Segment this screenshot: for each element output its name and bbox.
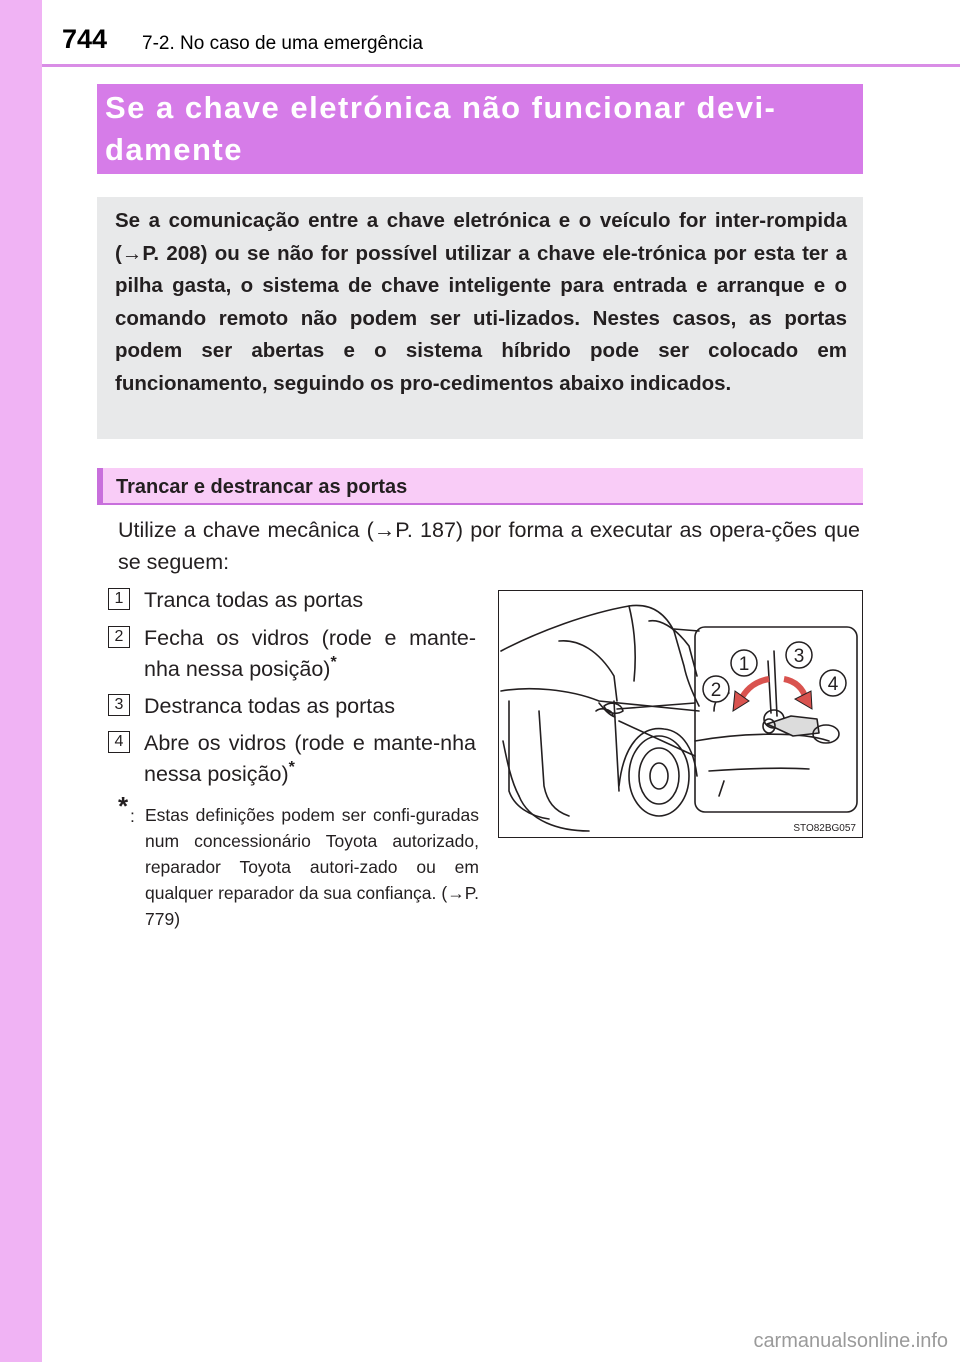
callout-label: 3 xyxy=(793,646,805,667)
step-item xyxy=(144,691,476,722)
callout-label: 2 xyxy=(710,680,722,701)
step-item xyxy=(144,623,476,685)
step-number-icon: 4 xyxy=(108,731,130,753)
header-divider xyxy=(42,64,960,67)
callout-label: 4 xyxy=(827,674,839,695)
footnote-asterisk: * xyxy=(118,791,129,821)
asterisk-mark: * xyxy=(330,654,337,671)
step-item xyxy=(144,585,476,616)
step-text: Tranca todas as portas xyxy=(144,588,364,612)
step-text: Destranca todas as portas xyxy=(144,694,395,718)
step-text: Fecha os vidros (rode e mante-nha nessa posição) xyxy=(144,626,476,681)
lead-paragraph: Utilize a chave mecânica (→P. 187) por forma a executar as opera-ções que se seguem: xyxy=(118,518,860,574)
step-text: Abre os vidros (rode e mante-nha nessa posição) xyxy=(144,731,476,786)
footnote-colon: : xyxy=(130,806,135,826)
page-title: Se a chave eletrónica não funcionar devi-damente xyxy=(105,90,777,167)
step-number-icon: 2 xyxy=(108,626,130,648)
subsection-accent xyxy=(97,468,103,504)
figure-code: STO82BG057 xyxy=(793,823,856,834)
subsection-title: Trancar e destrancar as portas xyxy=(116,476,408,498)
footnote-text: Estas definições podem ser confi-guradas num concessionário Toyota autorizado, reparador Toyota autori-zado ou em qualquer reparador da sua confiança. (→P. 779) xyxy=(145,805,479,929)
car-door-key-illustration xyxy=(498,590,863,838)
step-number-icon: 1 xyxy=(108,588,130,610)
watermark: carmanualsonline.info xyxy=(753,1330,948,1352)
callout-label: 1 xyxy=(738,654,750,675)
step-item xyxy=(144,728,476,790)
page-number: 744 xyxy=(62,24,108,54)
page-sidebar-band xyxy=(0,0,42,1362)
asterisk-mark: * xyxy=(288,759,295,776)
chapter-title: 7-2. No caso de uma emergência xyxy=(142,33,423,54)
step-number-icon: 3 xyxy=(108,694,130,716)
intro-paragraph: Se a comunicação entre a chave eletrónica e o veículo for inter-rompida (→P. 208) ou se não for possível utilizar a chave ele-trónica por esta ter a pilha gasta, o sistema de chave inteligente para entrada e arranque e o comando remoto não podem ser uti-lizados. Nestes casos, as portas podem ser abertas e o sistema híbrido pode ser colocado em funcionamento, seguindo os pro-cedimentos abaixo indicados. xyxy=(115,209,847,395)
car-door-key-drawing xyxy=(499,591,861,836)
subsection-underline xyxy=(97,503,863,505)
